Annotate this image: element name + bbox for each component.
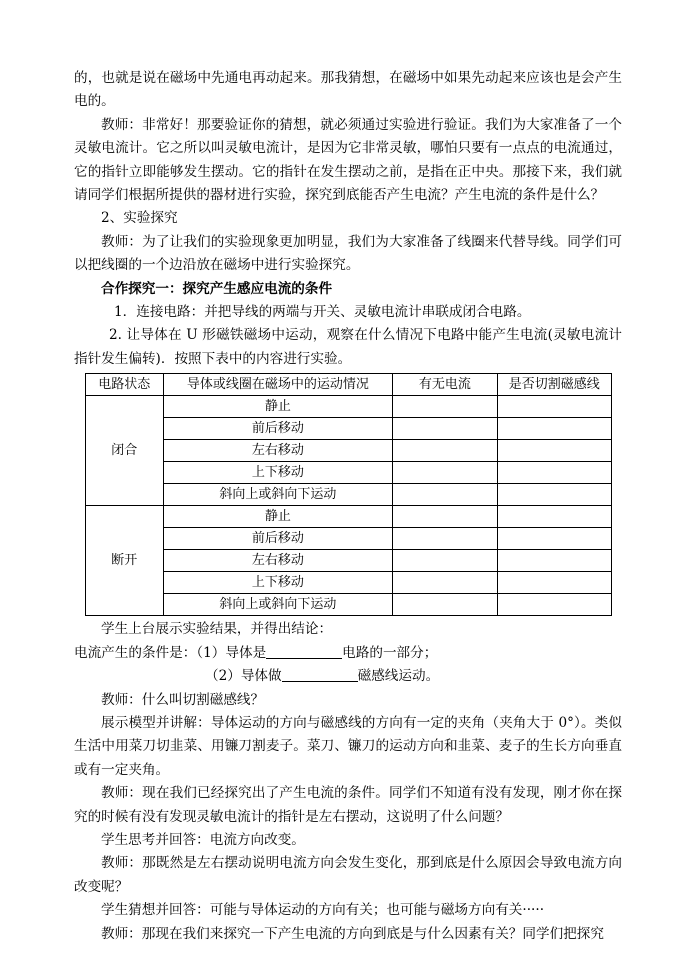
- motion-cell: 静止: [163, 396, 393, 418]
- condition-1-prefix: 电流产生的条件是：（1）导体是: [74, 644, 267, 661]
- table-row: [86, 484, 612, 506]
- cutting-cell: [497, 440, 611, 462]
- paragraph-14: 学生思考并回答：电流方向改变。: [101, 831, 305, 848]
- condition-2-prefix: （2）导体做: [205, 668, 282, 685]
- paragraph-4: 教师：为了让我们的实验现象更加明显，我们为大家准备了线圈来代替导线。同学们可以把线圈的一个边沿放在磁场中进行实验探究。: [74, 233, 622, 274]
- motion-cell: 上下移动: [163, 462, 393, 484]
- current-cell: [393, 528, 497, 550]
- paragraph-2: 教师：非常好！那要验证你的猜想，就必须通过实验进行验证。我们为大家准备了一个灵敏电流计。它之所以叫灵敏电流计，是因为它非常灵敏，哪怕只要有一点点的电流通过，它的指针立即能够发生摆动。它的指针在发生摆动之前，是指在正中央。那接下来，我们就请同学们根据所提供的器材进行实验，探究到底能否产生电流？产生电流的条件是什么？: [74, 116, 622, 204]
- table-row: [86, 440, 612, 462]
- motion-cell: 前后移动: [163, 528, 393, 550]
- current-cell: [393, 572, 497, 594]
- fill-blank-1: [266, 644, 342, 659]
- motion-cell: 左右移动: [163, 440, 393, 462]
- cutting-cell: [497, 506, 611, 528]
- cutting-cell: [497, 528, 611, 550]
- paragraph-12: 展示模型并讲解：导体运动的方向与磁感线的方向有一定的夹角（夹角大于 0°）。类似生活中用菜刀切韭菜、用镰刀割麦子。菜刀、镰刀的运动方向和韭菜、麦子的生长方向垂直或有一定夹角。: [74, 714, 622, 778]
- current-cell: [393, 550, 497, 572]
- motion-cell: 左右移动: [163, 550, 393, 572]
- cutting-cell: [497, 594, 611, 616]
- condition-2-suffix: 磁感线运动。: [357, 668, 440, 685]
- experiment-table: [85, 373, 612, 616]
- cutting-cell: [497, 572, 611, 594]
- table-row: [86, 528, 612, 550]
- cutting-cell: [497, 418, 611, 440]
- paragraph-15: 教师：那既然是左右摆动说明电流方向会发生变化，那到底是什么原因会导致电流方向改变呢？: [74, 855, 622, 895]
- current-cell: [393, 418, 497, 440]
- current-cell: [393, 484, 497, 506]
- step-1: 1．连接电路：并把导线的两端与开关、灵敏电流计串联成闭合电路。: [114, 304, 531, 321]
- condition-1-suffix: 电路的一部分；: [342, 644, 438, 661]
- fill-blank-2: [282, 667, 358, 682]
- paragraph-8: 学生上台展示实验结果，并得出结论：: [101, 621, 333, 638]
- table-row: [86, 572, 612, 594]
- header-circuit-state: 电路状态: [86, 374, 164, 396]
- table-row: [86, 462, 612, 484]
- current-cell: [393, 440, 497, 462]
- header-cutting: 是否切割磁感线: [497, 374, 611, 396]
- cutting-cell: [497, 550, 611, 572]
- paragraph-11: 教师：什么叫切割磁感线？: [101, 691, 265, 708]
- header-current: 有无电流: [393, 374, 497, 396]
- paragraph-1: 的，也就是说在磁场中先通电再动起来。那我猜想，在磁场中如果先动起来应该也是会产生电的。: [74, 70, 622, 110]
- motion-cell: 斜向上或斜向下运动: [163, 594, 393, 616]
- paragraph-16: 学生猜想并回答：可能与导体运动的方向有关；也可能与磁场方向有关·····: [101, 902, 545, 919]
- motion-cell: 上下移动: [163, 572, 393, 594]
- current-cell: [393, 506, 497, 528]
- motion-cell: 静止: [163, 506, 393, 528]
- table-header-row: [86, 374, 612, 396]
- table-row: [86, 594, 612, 616]
- current-cell: [393, 594, 497, 616]
- condition-line-1: [74, 642, 622, 665]
- table-row: [86, 550, 612, 572]
- document-page: [74, 67, 622, 946]
- cutting-cell: [497, 396, 611, 418]
- step-2: 2. 让导体在 U 形磁铁磁场中运动，观察在什么情况下电路中能产生电流(灵敏电流计指针发生偏转)．按照下表中的内容进行实验。: [74, 327, 622, 367]
- condition-line-2: [74, 665, 622, 688]
- motion-cell: 前后移动: [163, 418, 393, 440]
- table-row: [86, 418, 612, 440]
- table-row: [86, 506, 612, 528]
- motion-cell: 斜向上或斜向下运动: [163, 484, 393, 506]
- section-heading-experiment: 2、实验探究: [101, 210, 178, 227]
- header-motion: 导体或线圈在磁场中的运动情况: [163, 374, 393, 396]
- current-cell: [393, 462, 497, 484]
- current-cell: [393, 396, 497, 418]
- cutting-cell: [497, 462, 611, 484]
- paragraph-17: 教师：那现在我们来探究一下产生电流的方向到底是与什么因素有关？同学们把探究: [101, 925, 604, 942]
- state-closed: 闭合: [86, 396, 164, 506]
- table-row: [86, 396, 612, 418]
- state-open: 断开: [86, 506, 164, 616]
- cooperative-inquiry-heading: 合作探究一：探究产生感应电流的条件: [101, 280, 333, 297]
- cutting-cell: [497, 484, 611, 506]
- paragraph-13: 教师：现在我们已经探究出了产生电流的条件。同学们不知道有没有发现，刚才你在探究的时候有没有发现灵敏电流计的指针是左右摆动，这说明了什么问题？: [74, 785, 622, 825]
